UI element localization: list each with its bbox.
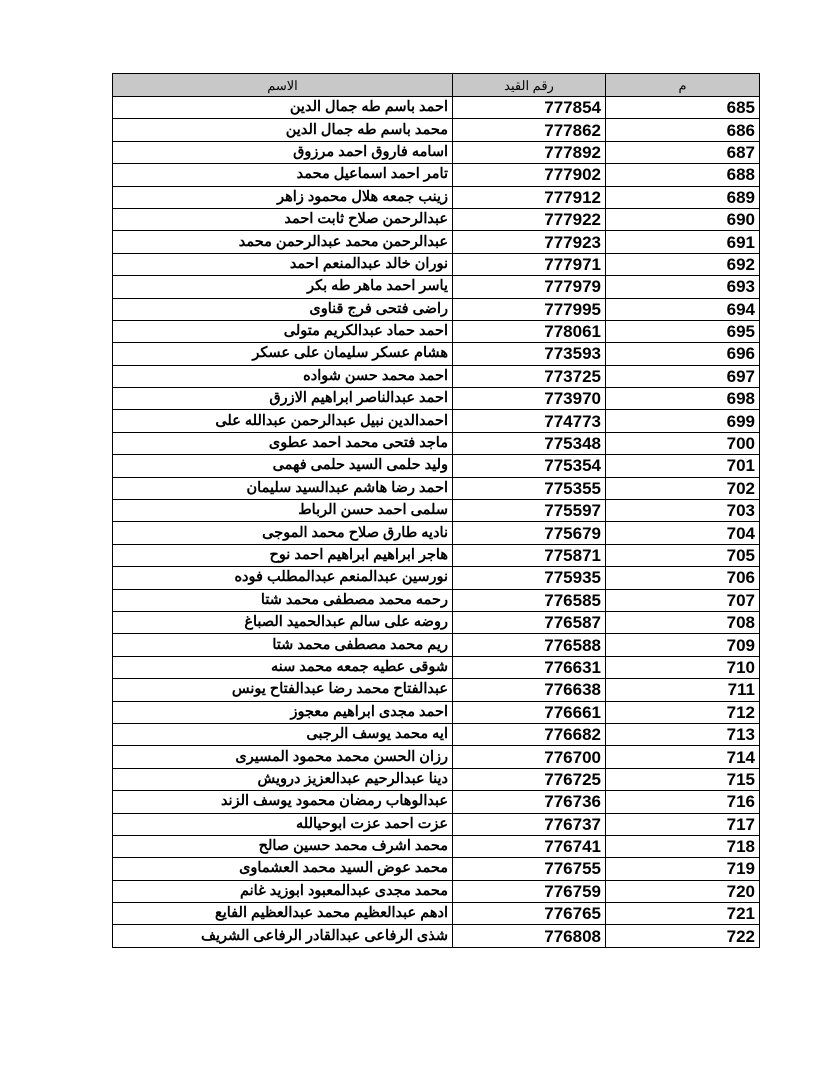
name-cell: وليد حلمى السيد حلمى فهمى: [113, 455, 453, 477]
serial-number-cell: 694: [606, 298, 760, 320]
name-cell: احمد عبدالناصر ابراهيم الازرق: [113, 388, 453, 410]
name-cell: سلمى احمد حسن الرباط: [113, 500, 453, 522]
registration-number-cell: 776631: [453, 656, 606, 678]
name-cell: ادهم عبدالعظيم محمد عبدالعظيم الفايع: [113, 903, 453, 925]
table-row: [113, 858, 760, 880]
table-row: [113, 925, 760, 947]
serial-number-cell: 709: [606, 634, 760, 656]
registration-number-cell: 777912: [453, 186, 606, 208]
serial-number-cell: 696: [606, 343, 760, 365]
name-cell: احمد رضا هاشم عبدالسيد سليمان: [113, 477, 453, 499]
name-cell: شوقى عطيه جمعه محمد سنه: [113, 656, 453, 678]
table-row: [113, 410, 760, 432]
name-cell: محمد مجدى عبدالمعبود ابوزيد غانم: [113, 880, 453, 902]
serial-number-cell: 717: [606, 813, 760, 835]
table-row: [113, 298, 760, 320]
serial-number-cell: 692: [606, 253, 760, 275]
name-cell: هشام عسكر سليمان على عسكر: [113, 343, 453, 365]
serial-number-cell: 687: [606, 141, 760, 163]
serial-number-cell: 703: [606, 500, 760, 522]
registration-number-cell: 777923: [453, 231, 606, 253]
table-row: [113, 701, 760, 723]
serial-number-cell: 716: [606, 791, 760, 813]
registration-number-cell: 775871: [453, 544, 606, 566]
serial-number-cell: 685: [606, 97, 760, 119]
name-cell: تامر احمد اسماعيل محمد: [113, 164, 453, 186]
serial-number-cell: 698: [606, 388, 760, 410]
name-cell: عبدالرحمن صلاح ثابت احمد: [113, 208, 453, 230]
table-row: [113, 813, 760, 835]
serial-number-cell: 697: [606, 365, 760, 387]
registration-number-cell: 776587: [453, 611, 606, 633]
registration-number-cell: 778061: [453, 320, 606, 342]
table-row: [113, 567, 760, 589]
registration-number-cell: 776700: [453, 746, 606, 768]
serial-number-cell: 721: [606, 903, 760, 925]
table-row: [113, 455, 760, 477]
name-cell: روضه على سالم عبدالحميد الصباغ: [113, 611, 453, 633]
table-row: [113, 388, 760, 410]
registration-number-cell: 777979: [453, 276, 606, 298]
table-header: [113, 74, 760, 97]
table-row: [113, 477, 760, 499]
table-row: [113, 97, 760, 119]
name-cell: احمد مجدى ابراهيم معجوز: [113, 701, 453, 723]
name-cell: هاجر ابراهيم ابراهيم احمد نوح: [113, 544, 453, 566]
registration-number-cell: 775597: [453, 500, 606, 522]
registration-number-cell: 777854: [453, 97, 606, 119]
name-cell: ناديه طارق صلاح محمد الموجى: [113, 522, 453, 544]
table-row: [113, 679, 760, 701]
registration-number-cell: 777902: [453, 164, 606, 186]
serial-number-cell: 712: [606, 701, 760, 723]
name-cell: محمد عوض السيد محمد العشماوى: [113, 858, 453, 880]
name-cell: رزان الحسن محمد محمود المسيرى: [113, 746, 453, 768]
serial-number-cell: 688: [606, 164, 760, 186]
table-row: [113, 544, 760, 566]
registration-number-cell: 776661: [453, 701, 606, 723]
table-body: [113, 97, 760, 948]
table-row: [113, 231, 760, 253]
table-row: [113, 208, 760, 230]
serial-number-cell: 707: [606, 589, 760, 611]
table-row: [113, 768, 760, 790]
registration-number-cell: 775348: [453, 432, 606, 454]
serial-number-cell: 714: [606, 746, 760, 768]
name-cell: عبدالفتاح محمد رضا عبدالفتاح يونس: [113, 679, 453, 701]
serial-number-cell: 704: [606, 522, 760, 544]
name-cell: راضى فتحى فرج قناوى: [113, 298, 453, 320]
serial-number-cell: 695: [606, 320, 760, 342]
name-cell: ريم محمد مصطفى محمد شتا: [113, 634, 453, 656]
registration-number-cell: 776759: [453, 880, 606, 902]
registration-number-cell: 775935: [453, 567, 606, 589]
table-row: [113, 634, 760, 656]
registration-number-cell: 775354: [453, 455, 606, 477]
serial-number-cell: 720: [606, 880, 760, 902]
name-cell: احمدالدين نبيل عبدالرحمن عبدالله على: [113, 410, 453, 432]
registration-number-cell: 776741: [453, 835, 606, 857]
name-cell: نوران خالد عبدالمنعم احمد: [113, 253, 453, 275]
table-row: [113, 723, 760, 745]
serial-number-cell: 693: [606, 276, 760, 298]
serial-number-cell: 711: [606, 679, 760, 701]
table-row: [113, 835, 760, 857]
table-row: [113, 186, 760, 208]
registration-number-cell: 775355: [453, 477, 606, 499]
table-row: [113, 119, 760, 141]
registration-number-cell: 773970: [453, 388, 606, 410]
serial-number-cell: 706: [606, 567, 760, 589]
table-row: [113, 522, 760, 544]
registration-number-cell: 776588: [453, 634, 606, 656]
serial-number-cell: 718: [606, 835, 760, 857]
name-cell: عزت احمد عزت ابوحيالله: [113, 813, 453, 835]
name-cell: محمد باسم طه جمال الدين: [113, 119, 453, 141]
table-row: [113, 164, 760, 186]
table-row: [113, 141, 760, 163]
table-row: [113, 343, 760, 365]
registration-number-cell: 776765: [453, 903, 606, 925]
table-row: [113, 880, 760, 902]
table-row: [113, 253, 760, 275]
name-cell: زينب جمعه هلال محمود زاهر: [113, 186, 453, 208]
registration-number-cell: 776682: [453, 723, 606, 745]
serial-number-cell: 702: [606, 477, 760, 499]
name-cell: احمد باسم طه جمال الدين: [113, 97, 453, 119]
name-cell: دينا عبدالرحيم عبدالعزيز درويش: [113, 768, 453, 790]
header-name: الاسم: [113, 74, 453, 97]
serial-number-cell: 686: [606, 119, 760, 141]
header-serial-number: م: [606, 74, 760, 97]
serial-number-cell: 699: [606, 410, 760, 432]
serial-number-cell: 701: [606, 455, 760, 477]
registration-number-cell: 776725: [453, 768, 606, 790]
table-row: [113, 320, 760, 342]
name-cell: ياسر احمد ماهر طه بكر: [113, 276, 453, 298]
serial-number-cell: 722: [606, 925, 760, 947]
table-row: [113, 611, 760, 633]
name-cell: محمد اشرف محمد حسين صالح: [113, 835, 453, 857]
table-row: [113, 432, 760, 454]
table-row: [113, 589, 760, 611]
serial-number-cell: 710: [606, 656, 760, 678]
header-row: [113, 74, 760, 97]
registration-number-cell: 777995: [453, 298, 606, 320]
name-cell: اسامه فاروق احمد مرزوق: [113, 141, 453, 163]
name-cell: عبدالرحمن محمد عبدالرحمن محمد: [113, 231, 453, 253]
name-cell: نورسين عبدالمنعم عبدالمطلب فوده: [113, 567, 453, 589]
name-cell: ايه محمد يوسف الرجبى: [113, 723, 453, 745]
registration-number-cell: 774773: [453, 410, 606, 432]
registration-number-cell: 777892: [453, 141, 606, 163]
table-row: [113, 276, 760, 298]
serial-number-cell: 708: [606, 611, 760, 633]
name-cell: رحمه محمد مصطفى محمد شتا: [113, 589, 453, 611]
serial-number-cell: 719: [606, 858, 760, 880]
serial-number-cell: 715: [606, 768, 760, 790]
serial-number-cell: 689: [606, 186, 760, 208]
registration-number-cell: 777862: [453, 119, 606, 141]
registration-number-cell: 776585: [453, 589, 606, 611]
table-row: [113, 500, 760, 522]
name-cell: احمد محمد حسن شواده: [113, 365, 453, 387]
students-table: [112, 73, 760, 948]
table-row: [113, 746, 760, 768]
registration-number-cell: 776736: [453, 791, 606, 813]
table-row: [113, 903, 760, 925]
name-cell: عبدالوهاب رمضان محمود يوسف الزند: [113, 791, 453, 813]
table-row: [113, 791, 760, 813]
header-registration-number: رقم القيد: [453, 74, 606, 97]
name-cell: شذى الرفاعى عبدالقادر الرفاعى الشريف: [113, 925, 453, 947]
serial-number-cell: 690: [606, 208, 760, 230]
table-row: [113, 365, 760, 387]
registration-number-cell: 777971: [453, 253, 606, 275]
registration-number-cell: 773725: [453, 365, 606, 387]
registration-number-cell: 776755: [453, 858, 606, 880]
name-cell: احمد حماد عبدالكريم متولى: [113, 320, 453, 342]
registration-number-cell: 773593: [453, 343, 606, 365]
name-cell: ماجد فتحى محمد احمد عطوى: [113, 432, 453, 454]
serial-number-cell: 713: [606, 723, 760, 745]
serial-number-cell: 691: [606, 231, 760, 253]
registration-number-cell: 775679: [453, 522, 606, 544]
registration-number-cell: 776808: [453, 925, 606, 947]
table-row: [113, 656, 760, 678]
registration-number-cell: 777922: [453, 208, 606, 230]
registration-number-cell: 776638: [453, 679, 606, 701]
serial-number-cell: 700: [606, 432, 760, 454]
registration-number-cell: 776737: [453, 813, 606, 835]
serial-number-cell: 705: [606, 544, 760, 566]
